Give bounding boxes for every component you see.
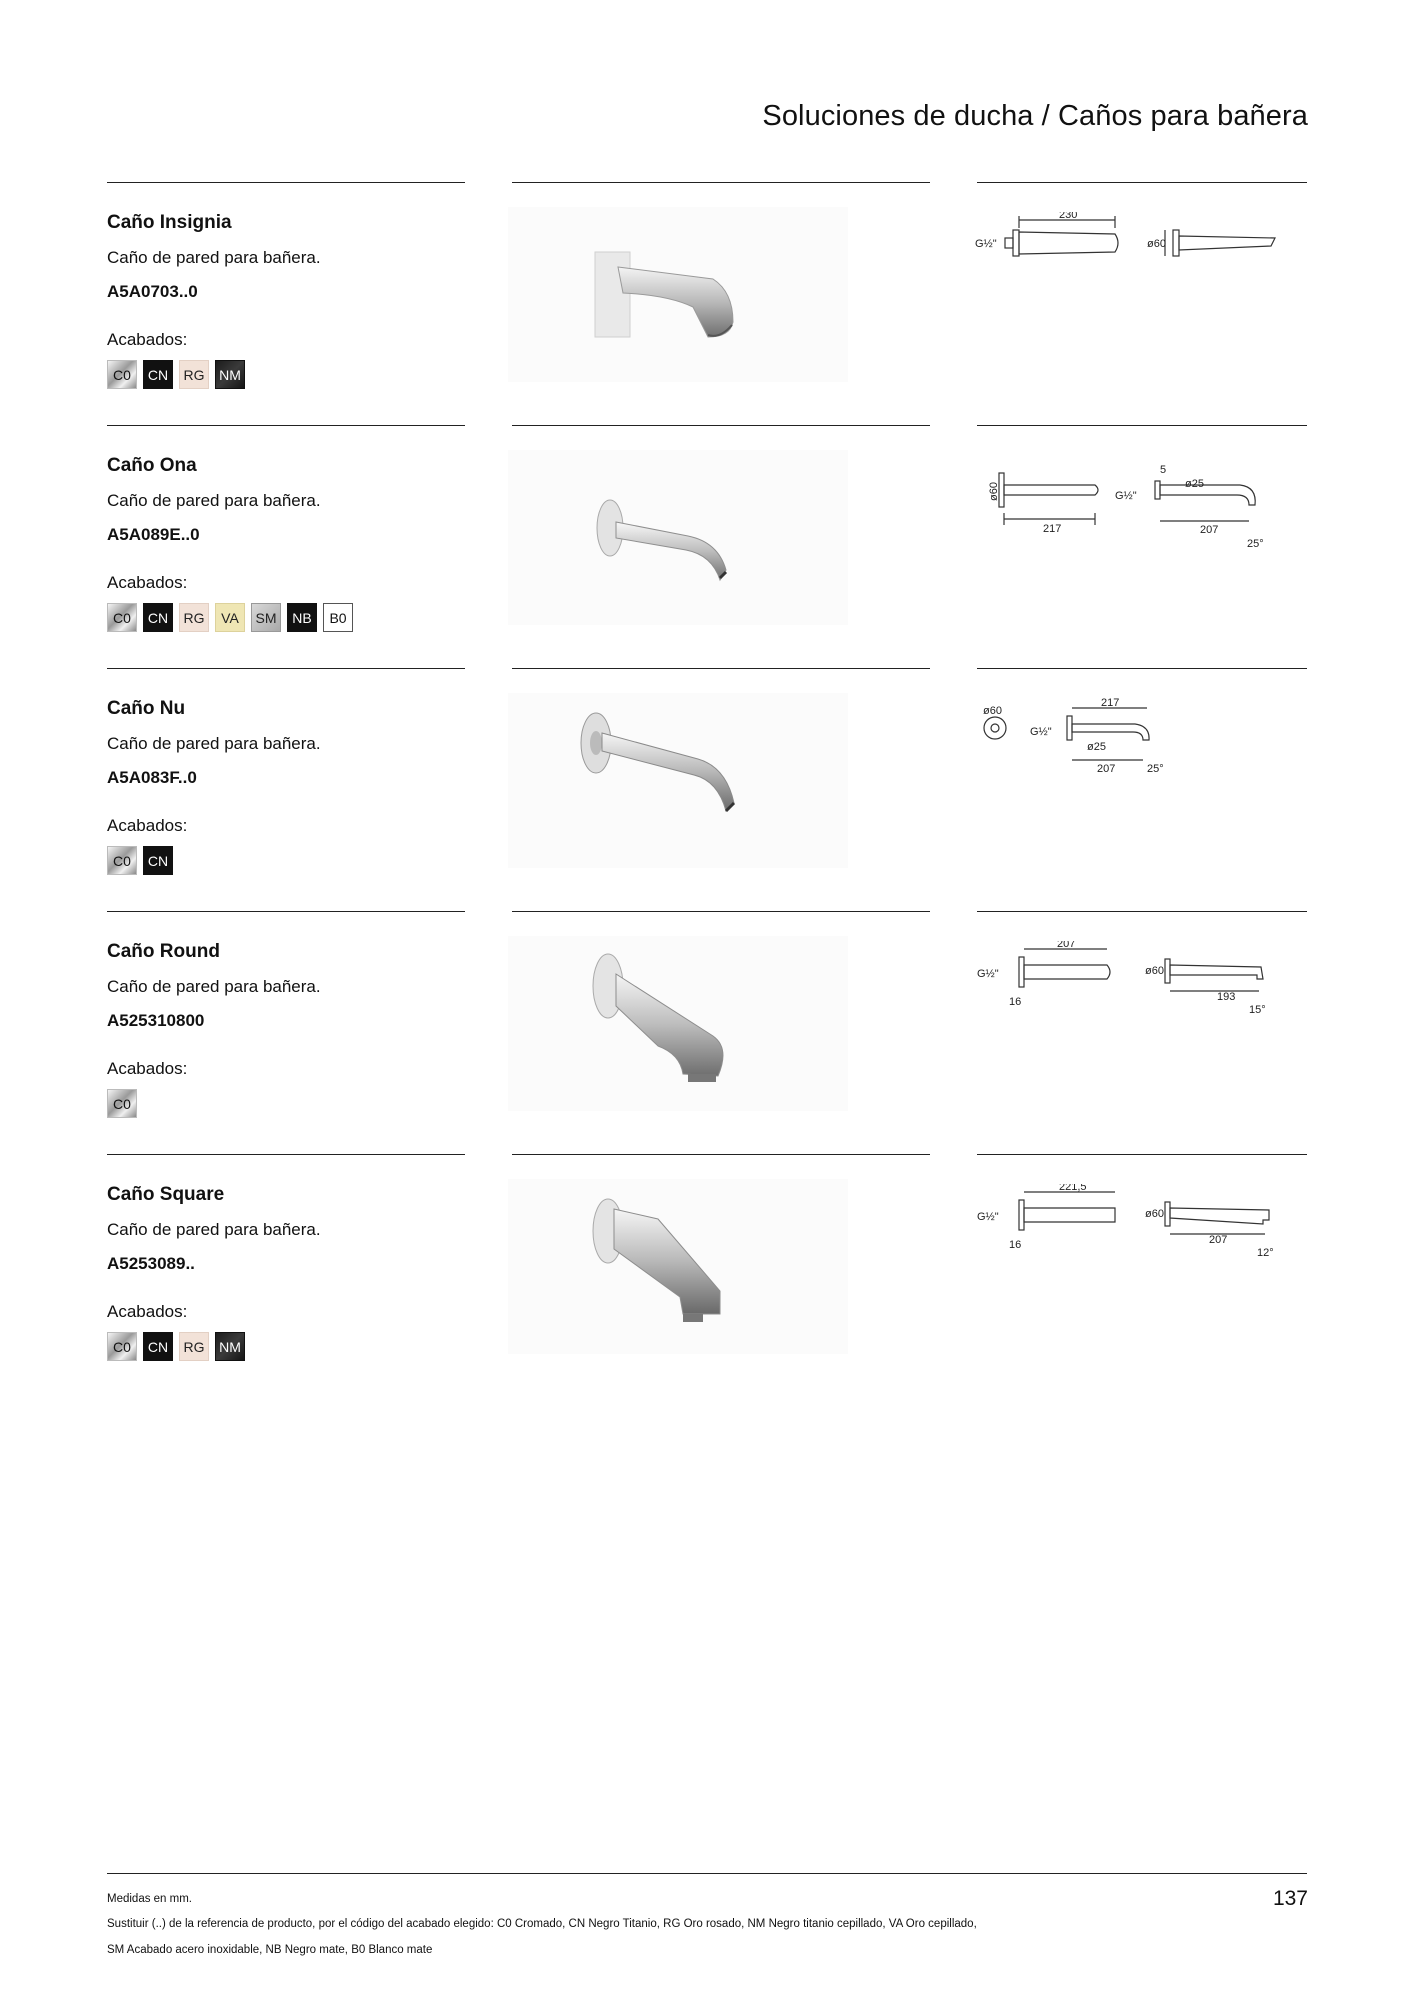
- dim-thread: G½": [977, 1211, 999, 1223]
- product-photo: [508, 1179, 848, 1354]
- dim-reach: 207: [1209, 1234, 1228, 1246]
- finish-swatch-rose-gold: RG: [179, 1332, 209, 1361]
- finish-swatch-chrome: C0: [107, 360, 137, 389]
- finishes-label: Acabados:: [107, 330, 188, 349]
- finish-swatch-brushed-titanium-black: NM: [215, 1332, 245, 1361]
- product-info: [107, 698, 467, 875]
- finish-swatch-rose-gold: RG: [179, 603, 209, 632]
- product-description: Caño de pared para bañera.: [107, 1220, 321, 1239]
- spout-round-image: [508, 936, 848, 1111]
- product-section-ona: [0, 425, 1414, 667]
- page-number: 137: [1272, 1887, 1308, 1910]
- spout-ona-image: [508, 450, 848, 625]
- finish-swatch-stainless-steel: SM: [251, 603, 281, 632]
- finish-swatch-titanium-black: CN: [143, 846, 173, 875]
- spout-insignia-image: [508, 207, 848, 382]
- dim-length: 217: [1043, 523, 1062, 535]
- dim-depth: 16: [1009, 1239, 1022, 1251]
- finish-swatch-matte-white: B0: [323, 603, 353, 632]
- dimension-diagram: [975, 455, 1305, 575]
- finish-swatches: [107, 846, 467, 875]
- product-description: Caño de pared para bañera.: [107, 734, 321, 753]
- product-photo: [508, 693, 848, 868]
- finishes-label: Acabados:: [107, 816, 188, 835]
- dim-outlet: ø25: [1185, 478, 1204, 490]
- spout-square-image: [508, 1179, 848, 1354]
- finish-swatch-matte-black: NB: [287, 603, 317, 632]
- technical-drawing: [975, 941, 1305, 1061]
- product-photo: [508, 936, 848, 1111]
- product-info: [107, 1184, 467, 1361]
- product-description: Caño de pared para bañera.: [107, 977, 321, 996]
- finish-swatches: [107, 1332, 467, 1361]
- dim-diameter: ø60: [983, 705, 1002, 717]
- product-code: A5A083F..0: [107, 768, 197, 787]
- dim-length: 207: [1057, 941, 1076, 950]
- finish-swatches: [107, 1089, 467, 1118]
- product-photo: [508, 450, 848, 625]
- dim-depth: 16: [1009, 996, 1022, 1008]
- dim-thread: G½": [975, 238, 997, 250]
- product-description: Caño de pared para bañera.: [107, 491, 321, 510]
- dim-diameter: ø60: [1145, 965, 1164, 977]
- technical-drawing: [975, 455, 1305, 575]
- finish-swatch-brushed-gold: VA: [215, 603, 245, 632]
- divider: [512, 182, 930, 183]
- product-code: A5253089..: [107, 1254, 195, 1273]
- dim-thread: G½": [1030, 726, 1052, 738]
- dim-reach: 193: [1217, 991, 1236, 1003]
- dimension-diagram: [975, 698, 1305, 818]
- technical-drawing: [975, 212, 1305, 332]
- finish-swatch-chrome: C0: [107, 846, 137, 875]
- product-name: Caño Square: [107, 1184, 225, 1205]
- product-section-round: [0, 911, 1414, 1153]
- dimension-diagram: [975, 212, 1305, 332]
- dim-diameter: ø60: [988, 482, 1000, 501]
- finish-swatch-chrome: C0: [107, 1089, 137, 1118]
- finishes-label: Acabados:: [107, 1302, 188, 1321]
- divider: [512, 425, 930, 426]
- finishes-label: Acabados:: [107, 1059, 188, 1078]
- product-name: Caño Round: [107, 941, 220, 962]
- dim-diameter: ø60: [1147, 238, 1166, 250]
- divider: [107, 425, 465, 426]
- technical-drawing: [975, 1184, 1305, 1304]
- dim-length: 217: [1101, 698, 1120, 709]
- divider: [977, 425, 1307, 426]
- dim-angle: 25°: [1147, 763, 1164, 775]
- finish-swatches: [107, 360, 467, 389]
- divider: [107, 1154, 465, 1155]
- divider: [977, 911, 1307, 912]
- product-name: Caño Insignia: [107, 212, 232, 233]
- finish-swatch-chrome: C0: [107, 1332, 137, 1361]
- finish-swatch-titanium-black: CN: [143, 1332, 173, 1361]
- dim-thread: G½": [977, 968, 999, 980]
- footer-divider: [107, 1873, 1307, 1874]
- finish-swatch-brushed-titanium-black: NM: [215, 360, 245, 389]
- dim-length: 230: [1059, 212, 1078, 221]
- product-info: [107, 212, 467, 389]
- dim-flange: 5: [1160, 464, 1167, 476]
- finish-swatch-titanium-black: CN: [143, 603, 173, 632]
- product-section-nu: [0, 668, 1414, 910]
- divider: [107, 668, 465, 669]
- divider: [977, 1154, 1307, 1155]
- dim-reach: 207: [1200, 524, 1219, 536]
- dimension-diagram: [975, 1184, 1305, 1304]
- product-name: Caño Ona: [107, 455, 197, 476]
- product-description: Caño de pared para bañera.: [107, 248, 321, 267]
- dim-length: 221,5: [1059, 1184, 1087, 1193]
- product-section-square: [0, 1154, 1414, 1396]
- finish-swatch-rose-gold: RG: [179, 360, 209, 389]
- product-info: [107, 941, 467, 1118]
- page-title: Soluciones de ducha / Caños para bañera: [762, 100, 1308, 132]
- divider: [512, 1154, 930, 1155]
- dim-reach: 207: [1097, 763, 1116, 775]
- product-code: A5A0703..0: [107, 282, 198, 301]
- finishes-label: Acabados:: [107, 573, 188, 592]
- product-info: [107, 455, 467, 632]
- divider: [977, 182, 1307, 183]
- product-code: A5A089E..0: [107, 525, 200, 544]
- dim-thread: G½": [1115, 490, 1137, 502]
- dim-angle: 25°: [1247, 538, 1264, 550]
- dim-outlet: ø25: [1087, 741, 1106, 753]
- footnote-units: Medidas en mm.: [107, 1893, 193, 1905]
- product-photo: [508, 207, 848, 382]
- dim-angle: 15°: [1249, 1004, 1266, 1016]
- dim-diameter: ø60: [1145, 1208, 1164, 1220]
- product-name: Caño Nu: [107, 698, 186, 719]
- finish-swatch-chrome: C0: [107, 603, 137, 632]
- spout-nu-image: [508, 693, 848, 868]
- divider: [512, 668, 930, 669]
- footnote-finishes-1: Sustituir (..) de la referencia de producto, por el código del acabado elegido: C0 Cromado, CN Negro Titanio, RG Oro rosado, NM Negro titanio cepillado, VA Oro cepillado,: [107, 1918, 977, 1930]
- dimension-diagram: [975, 941, 1305, 1061]
- product-code: A525310800: [107, 1011, 205, 1030]
- product-section-insignia: [0, 182, 1414, 424]
- divider: [107, 911, 465, 912]
- technical-drawing: [975, 698, 1305, 818]
- divider: [107, 182, 465, 183]
- footnote-finishes-2: SM Acabado acero inoxidable, NB Negro mate, B0 Blanco mate: [107, 1944, 433, 1956]
- finish-swatch-titanium-black: CN: [143, 360, 173, 389]
- dim-angle: 12°: [1257, 1247, 1274, 1259]
- finish-swatches: [107, 603, 467, 632]
- divider: [512, 911, 930, 912]
- divider: [977, 668, 1307, 669]
